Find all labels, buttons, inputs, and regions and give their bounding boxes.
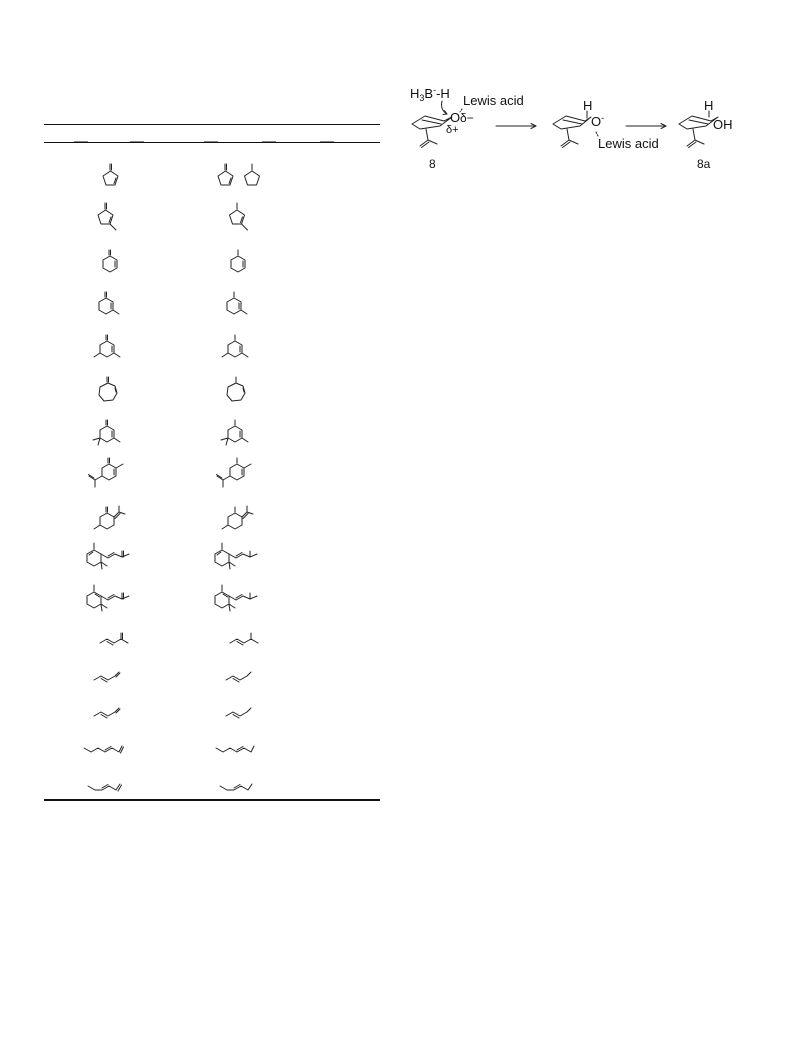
product-structure xyxy=(226,250,256,278)
molecule-intermediate xyxy=(553,116,591,129)
substrate-structure xyxy=(90,420,130,450)
product-structure xyxy=(208,543,268,579)
reagent-label: $H_3B^--H$ xyxy=(410,85,450,103)
header-dash xyxy=(74,141,88,142)
product-structure xyxy=(224,706,258,722)
product-structure xyxy=(218,335,258,365)
compound-label-8a: 8a xyxy=(697,157,711,171)
header-dash xyxy=(320,141,334,142)
lewis-acid-label: Lewis acid xyxy=(598,136,659,151)
substrate-structure xyxy=(86,780,128,796)
product-structure xyxy=(212,163,272,193)
table-bottom-rule xyxy=(44,799,380,801)
header-dash xyxy=(262,141,276,142)
product-structure xyxy=(222,377,256,409)
hydrogen-label: H xyxy=(583,98,593,113)
hydrogen-label: H xyxy=(704,98,714,113)
reaction-scheme xyxy=(400,80,780,180)
table-top-rule xyxy=(44,124,380,125)
substrate-structure xyxy=(92,670,126,686)
substrate-structure xyxy=(94,377,128,409)
product-structure xyxy=(214,742,260,758)
substrate-structure xyxy=(80,543,136,579)
substrate-structure xyxy=(98,633,132,649)
product-structure xyxy=(218,780,260,796)
product-structure xyxy=(218,420,258,450)
header-dash xyxy=(130,141,144,142)
lewis-acid-label: Lewis acid xyxy=(463,93,524,108)
compound-label-8: 8 xyxy=(429,157,436,171)
product-structure xyxy=(222,292,256,322)
product-structure xyxy=(208,585,268,623)
substrate-structure xyxy=(94,292,128,322)
substrate-structure xyxy=(82,742,128,758)
substrate-structure xyxy=(94,163,134,193)
delta-plus: δ+ xyxy=(446,124,459,136)
product-structure xyxy=(222,202,262,236)
header-dash xyxy=(204,141,218,142)
alkoxide-oxygen: O- xyxy=(591,113,605,129)
product-structure xyxy=(216,505,260,543)
substrate-structure xyxy=(92,706,126,722)
product-structure xyxy=(214,458,258,498)
product-structure xyxy=(224,670,258,686)
hydroxyl-label: OH xyxy=(713,117,733,132)
substrate-structure xyxy=(88,505,132,543)
carbonyl-oxygen: O xyxy=(450,110,461,125)
substrate-structure xyxy=(90,335,130,365)
substrate-structure xyxy=(80,585,136,623)
substrate-structure xyxy=(98,250,128,278)
substrate-structure xyxy=(86,458,130,498)
product-structure xyxy=(228,633,262,649)
delta-minus: δ− xyxy=(460,111,474,125)
table-header-rule xyxy=(44,142,380,143)
substrate-structure xyxy=(94,202,134,236)
